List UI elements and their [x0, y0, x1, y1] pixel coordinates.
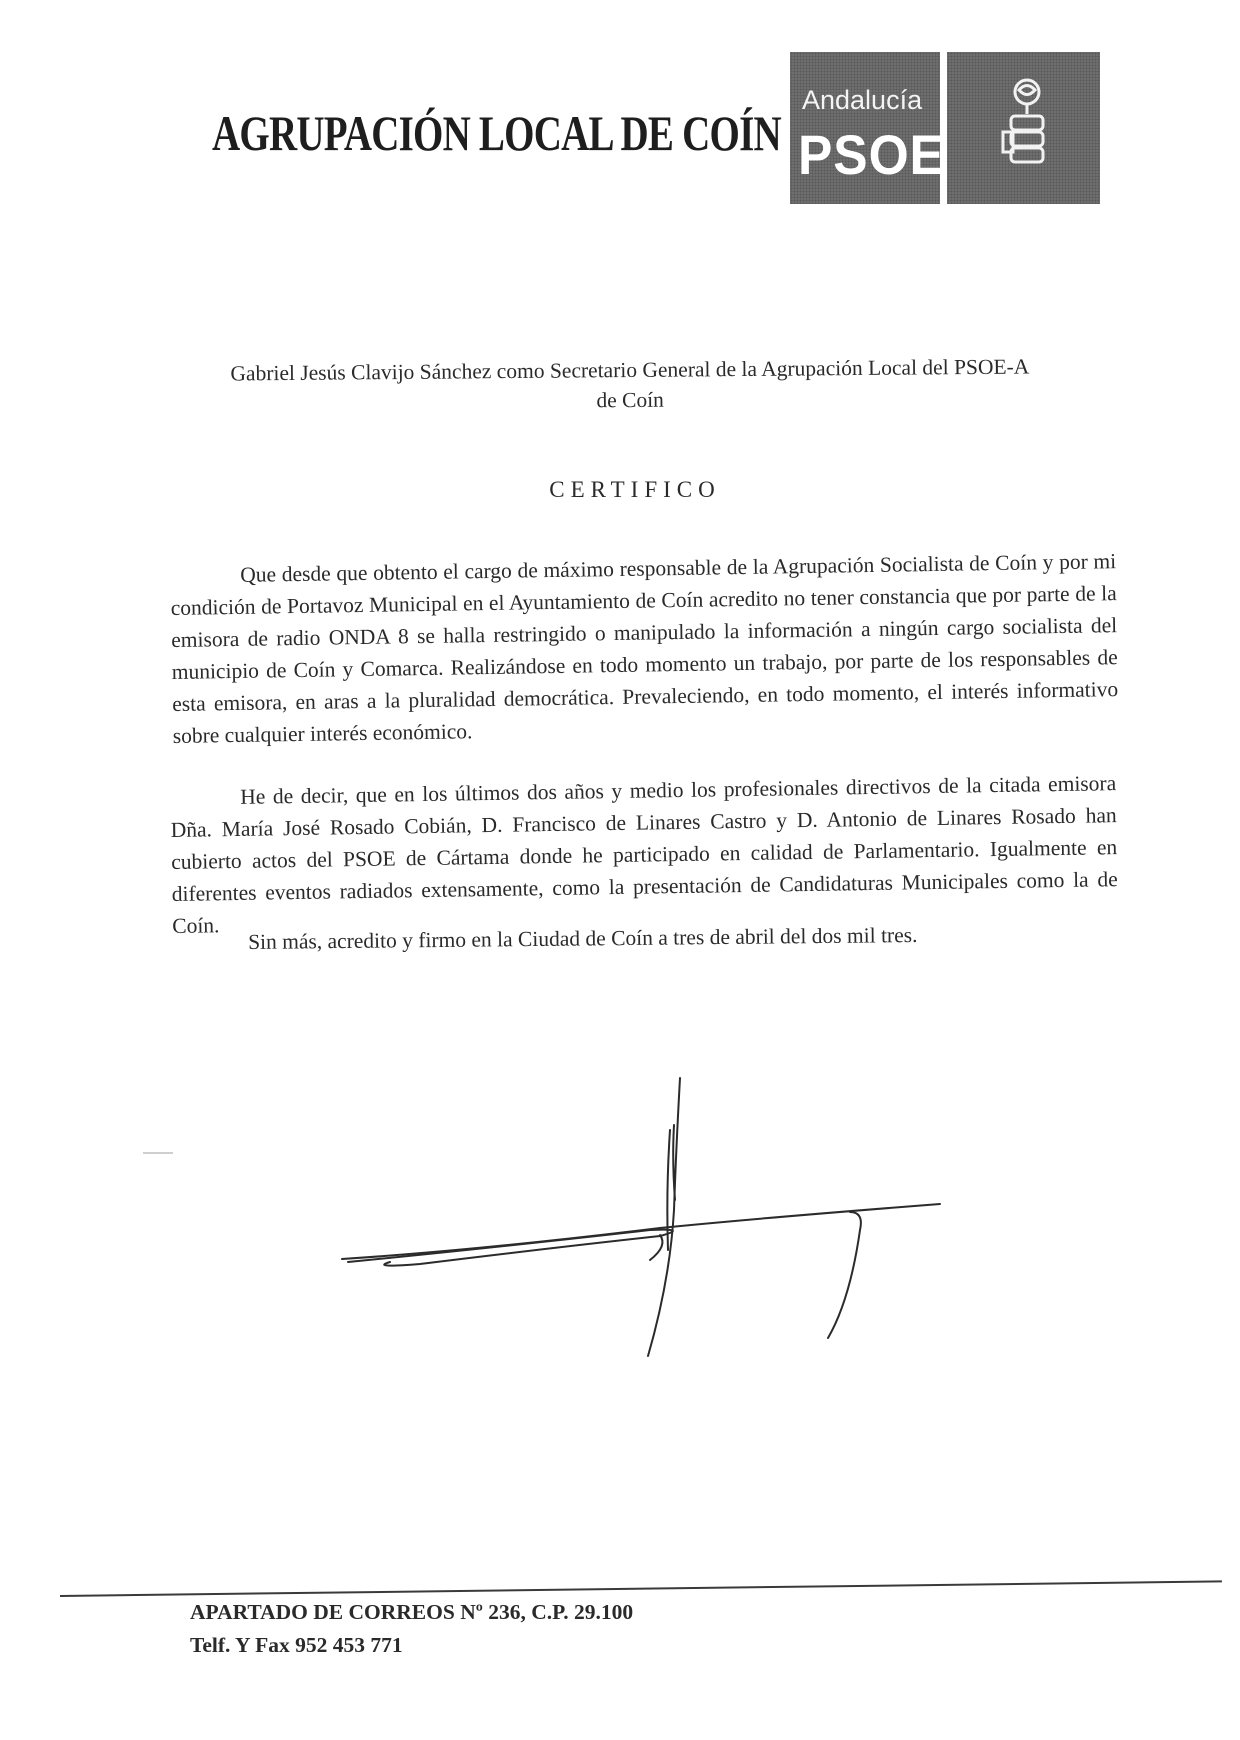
logo-emblem-panel [947, 52, 1100, 204]
fist-and-rose-emblem-icon [999, 76, 1055, 176]
footer-contact [190, 1596, 633, 1662]
footer-phone: Telf. Y Fax 952 453 771 [190, 1633, 403, 1657]
footer-divider [60, 1580, 1222, 1597]
certificate-heading: CERTIFICO [549, 477, 721, 502]
paragraph-1: Que desde que obtento el cargo de máximo responsable de la Agrupación Socialista de Coín y por mi condición de Portavoz Municipal en el Ayuntamiento de Coín acredito no tener constancia que por parte de la emisora de radio ONDA 8 se halla restringido o manipulado la información a ningún cargo socialista del municipio de Coín y Comarca. Realizándose en todo momento un trabajo, por parte de los responsables de esta emisora, en aras a la pluralidad democrática. Prevaleciendo, en todo momento, el interés informativo sobre cualquier interés económico. [170, 548, 1119, 748]
scan-artifact [143, 1152, 173, 1154]
addressee-line-1: Gabriel Jesús Clavijo Sánchez como Secretario General de la Agrupación Local del PSOE-A [230, 354, 1030, 386]
logo-text-panel [790, 52, 945, 204]
party-logo [790, 52, 1100, 204]
addressee-block [150, 351, 1110, 419]
addressee-line-2: de Coín [596, 387, 664, 413]
logo-region-text: Andalucía [802, 85, 923, 115]
closing-line: Sin más, acredito y firmo en la Ciudad de Coín a tres de abril del dos mil tres. [248, 922, 918, 954]
organization-title: AGRUPACIÓN LOCAL DE COÍN [212, 105, 781, 161]
handwritten-signature [330, 1070, 950, 1370]
paragraph-2: He de decir, que en los últimos dos años y medio los profesionales directivos de la citada emisora Dña. María José Rosado Cobián, D. Francisco de Linares Castro y D. Antonio de Linares Rosado han cubierto actos del PSOE de Cártama donde he participado en calidad de Parlamentario. Igualmente en diferentes eventos radiados extensamente, como la presentación de Candidaturas Municipales como la de Coín. [170, 770, 1118, 938]
logo-party-text: PSOE [798, 123, 945, 186]
footer-address: APARTADO DE CORREOS Nº 236, C.P. 29.100 [190, 1600, 634, 1624]
